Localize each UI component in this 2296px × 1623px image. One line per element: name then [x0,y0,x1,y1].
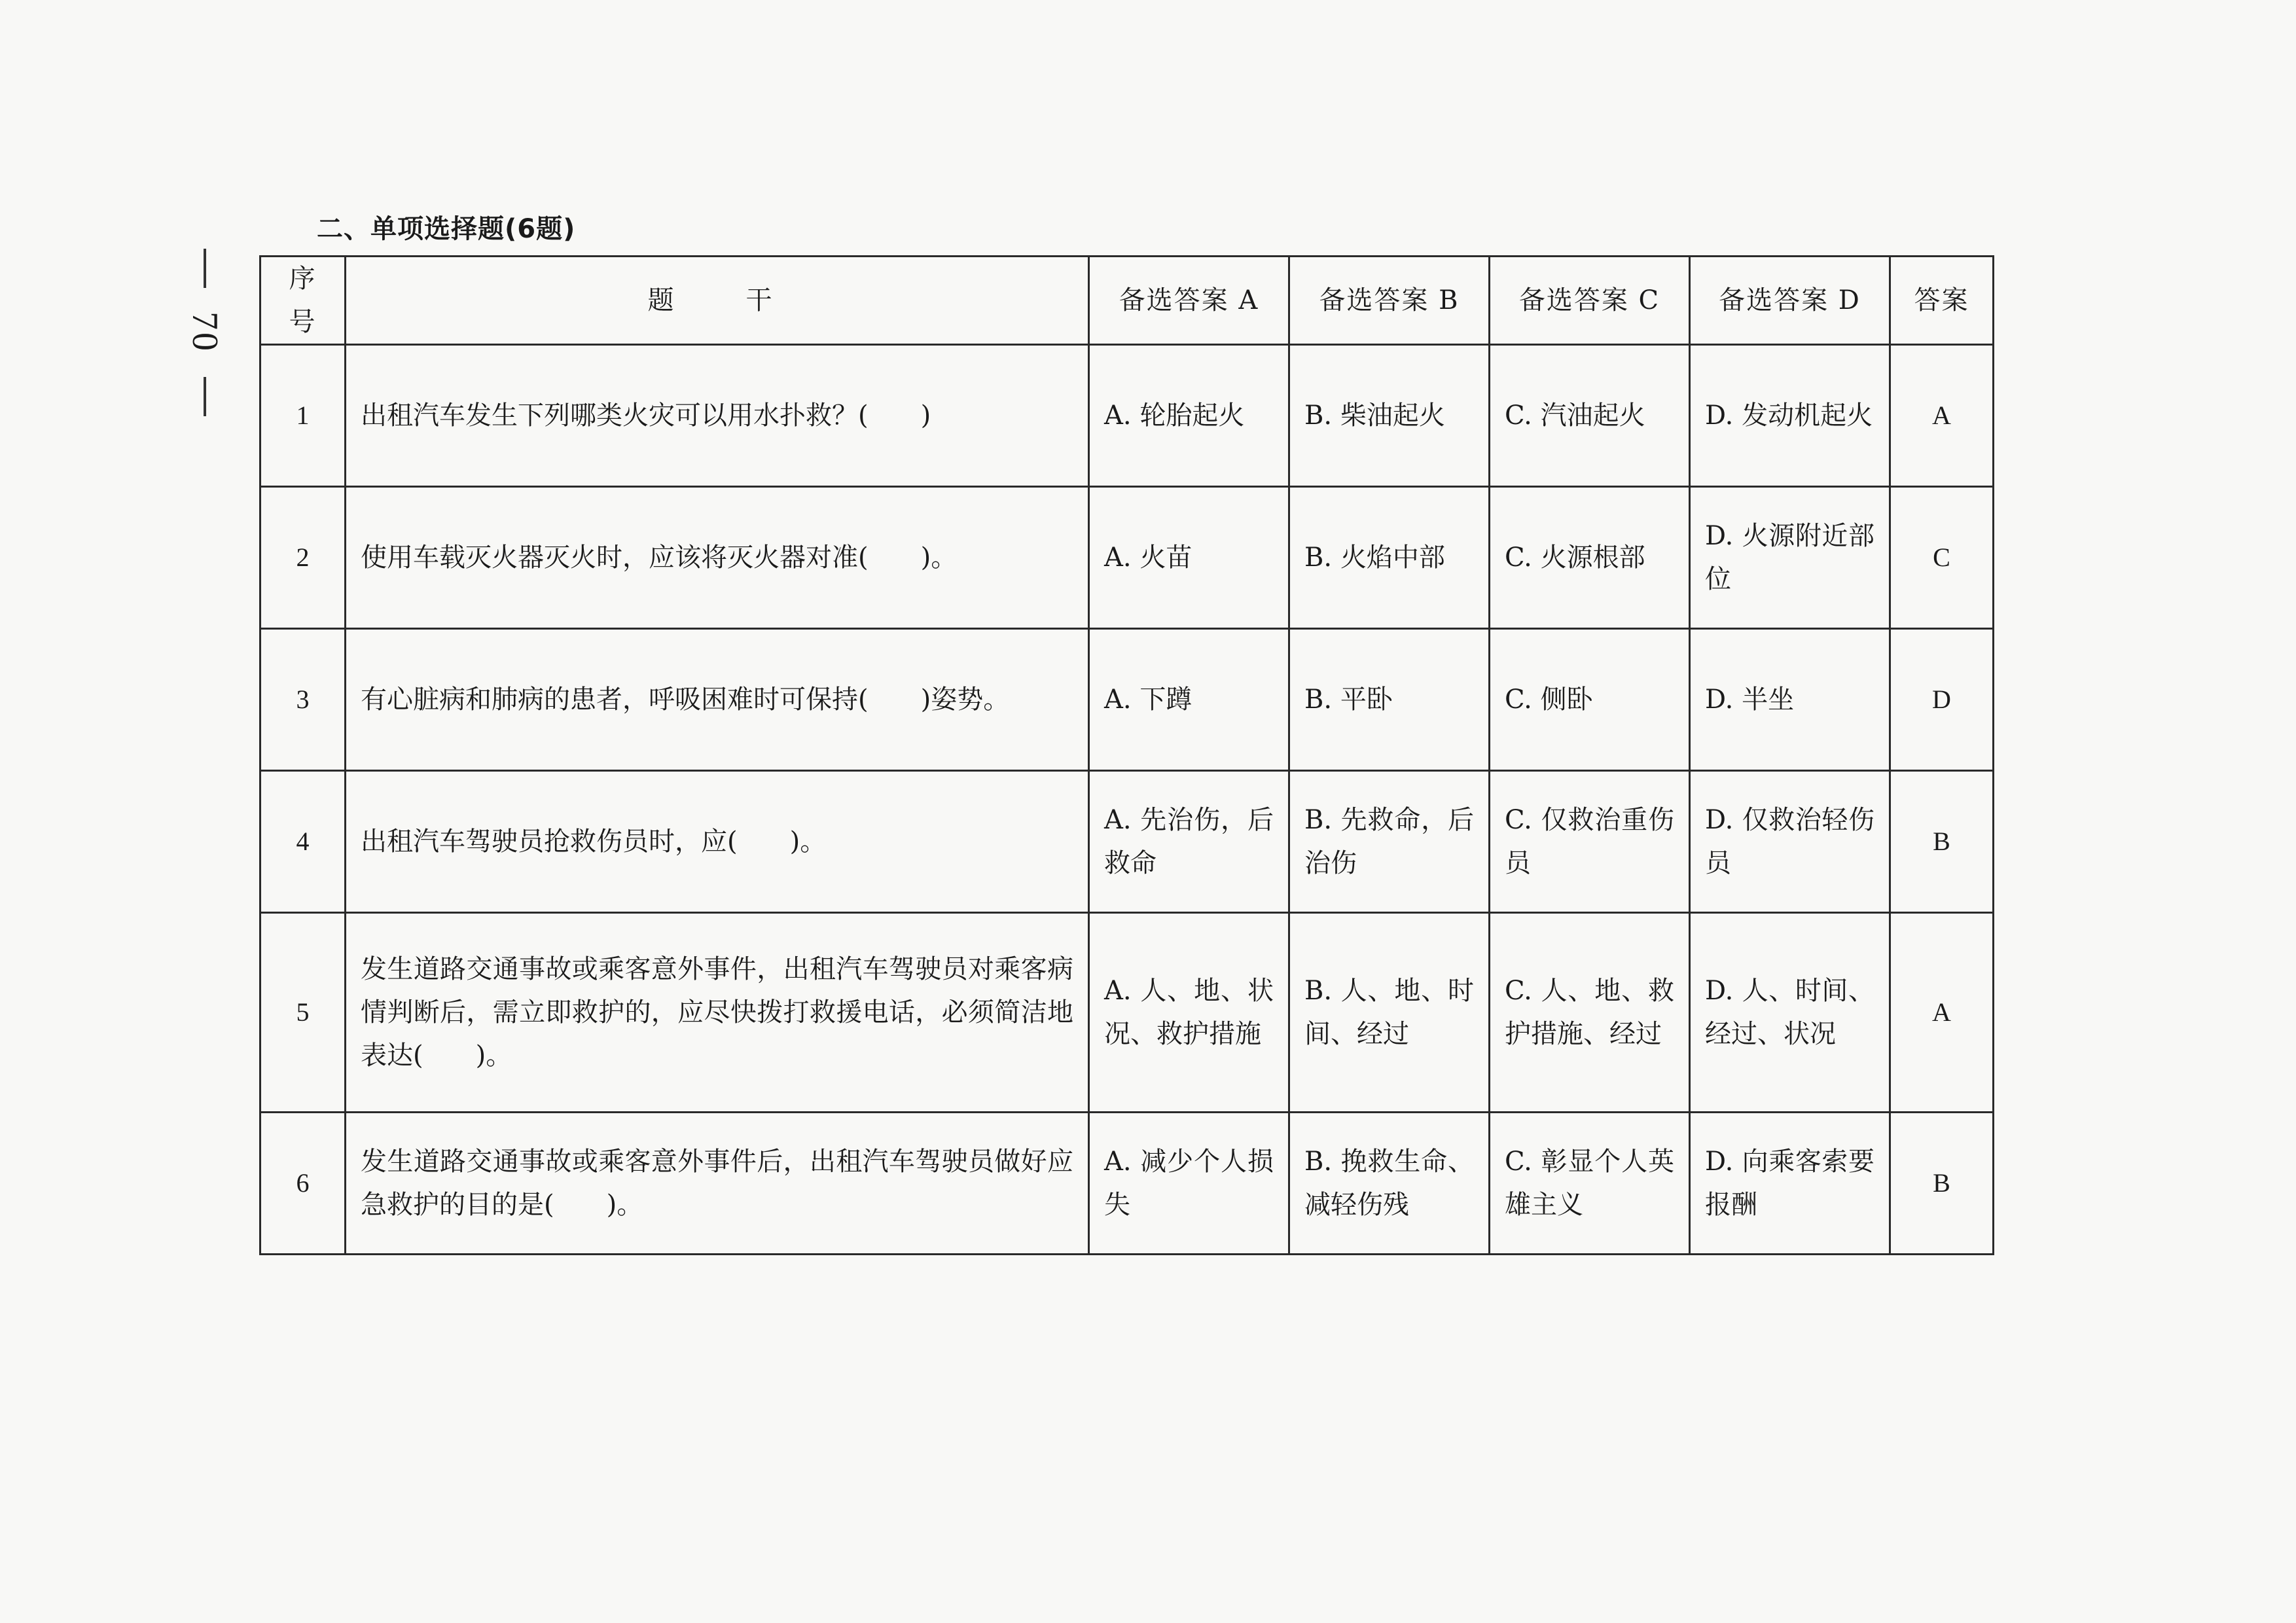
question-index: 6 [260,1113,346,1255]
option-a: A. 火苗 [1089,487,1289,629]
question-index: 4 [260,771,346,913]
question-index: 2 [260,487,346,629]
header-stem: 题干 [346,257,1089,345]
option-c: C. 侧卧 [1490,629,1690,771]
question-stem: 使用车载灭火器灭火时，应该将灭火器对准( )。 [346,487,1089,629]
page-number-dash-top [204,249,206,288]
page-number-dash-bottom [204,377,206,416]
answer: A [1890,345,1994,487]
option-a: A. 人、地、状况、救护措施 [1089,913,1289,1113]
question-stem: 出租汽车驾驶员抢救伤员时，应( )。 [346,771,1089,913]
header-option-c: 备选答案 C [1490,257,1690,345]
question-stem: 发生道路交通事故或乘客意外事件后，出租汽车驾驶员做好应急救护的目的是( )。 [346,1113,1089,1255]
question-index: 3 [260,629,346,771]
table-row [260,771,1994,913]
table-row [260,1113,1994,1255]
option-d: D. 向乘客索要报酬 [1690,1113,1890,1255]
option-c: C. 彰显个人英雄主义 [1490,1113,1690,1255]
question-stem: 出租汽车发生下列哪类火灾可以用水扑救？( ) [346,345,1089,487]
option-b: B. 平卧 [1289,629,1490,771]
question-index: 1 [260,345,346,487]
question-table [259,255,1994,1255]
header-answer: 答案 [1890,257,1994,345]
answer: D [1890,629,1994,771]
header-index: 序号 [260,257,346,345]
option-b: B. 火焰中部 [1289,487,1490,629]
option-b: B. 人、地、时间、经过 [1289,913,1490,1113]
answer: C [1890,487,1994,629]
table-row [260,913,1994,1113]
header-option-b: 备选答案 B [1289,257,1490,345]
header-row [260,257,1994,345]
option-d: D. 仅救治轻伤员 [1690,771,1890,913]
page-number [175,249,234,432]
header-option-a: 备选答案 A [1089,257,1289,345]
option-b: B. 柴油起火 [1289,345,1490,487]
option-d: D. 半坐 [1690,629,1890,771]
page-number-text: 70 [185,312,225,353]
question-stem: 有心脏病和肺病的患者，呼吸困难时可保持( )姿势。 [346,629,1089,771]
option-c: C. 人、地、救护措施、经过 [1490,913,1690,1113]
option-c: C. 火源根部 [1490,487,1690,629]
table-row [260,345,1994,487]
table-row [260,487,1994,629]
option-c: C. 仅救治重伤员 [1490,771,1690,913]
question-index: 5 [260,913,346,1113]
option-d: D. 人、时间、经过、状况 [1690,913,1890,1113]
question-stem: 发生道路交通事故或乘客意外事件，出租汽车驾驶员对乘客病情判断后，需立即救护的，应尽快拨打救援电话，必须简洁地表达( )。 [346,913,1089,1113]
option-d: D. 火源附近部位 [1690,487,1890,629]
answer: B [1890,1113,1994,1255]
header-option-d: 备选答案 D [1690,257,1890,345]
option-c: C. 汽油起火 [1490,345,1690,487]
answer: A [1890,913,1994,1113]
option-b: B. 挽救生命、减轻伤残 [1289,1113,1490,1255]
option-b: B. 先救命，后治伤 [1289,771,1490,913]
option-a: A. 先治伤，后救命 [1089,771,1289,913]
option-a: A. 下蹲 [1089,629,1289,771]
option-a: A. 轮胎起火 [1089,345,1289,487]
table-row [260,629,1994,771]
option-d: D. 发动机起火 [1690,345,1890,487]
section-title: 二、单项选择题(6题) [317,214,576,244]
option-a: A. 减少个人损失 [1089,1113,1289,1255]
answer: B [1890,771,1994,913]
